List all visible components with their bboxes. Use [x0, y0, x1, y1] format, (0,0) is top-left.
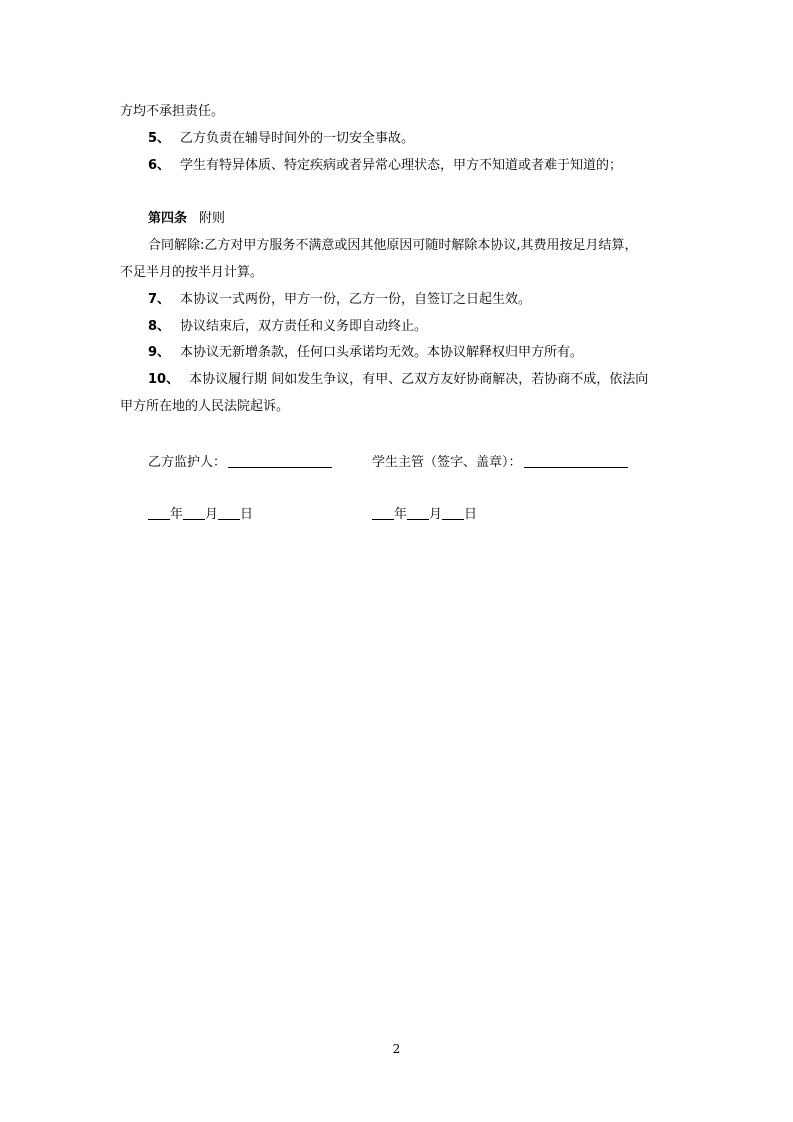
month-label: 月 [205, 507, 219, 522]
supervisor-date [372, 505, 477, 523]
text-line: 合同解除:乙方对甲方服务不满意或因其他原因可随时解除本协议,其费用按足月结算， [148, 238, 638, 253]
month-label: 月 [429, 507, 443, 522]
clause-text: 本协议无新增条款，任何口头承诺均无效。本协议解释权归甲方所有。 [180, 345, 584, 360]
page-number: 2 [392, 1042, 401, 1056]
clause-10 [148, 372, 648, 388]
clause-text: 本协议履行期 间如发生争议，有甲、乙双方友好协商解决，若协商不成，依法向 [189, 372, 649, 387]
guardian-date [148, 505, 253, 523]
text-line: 甲方所在地的人民法院起诉。 [120, 399, 290, 414]
day-label: 日 [464, 507, 478, 522]
guardian-signature-line[interactable] [228, 453, 332, 468]
supervisor-signature [372, 453, 628, 471]
clause-6 [148, 158, 622, 174]
text-line: 方均不承担责任。 [120, 104, 225, 119]
clause-number: 10、 [148, 372, 180, 387]
clause-text: 学生有特异体质、特定疾病或者异常心理状态，甲方不知道或者难于知道的； [180, 158, 623, 173]
year-label: 年 [170, 507, 184, 522]
supervisor-signature-line[interactable] [524, 453, 628, 468]
clause-7 [148, 292, 531, 308]
clause-number: 5、 [148, 131, 171, 146]
section-subtitle: 附则 [199, 211, 226, 226]
section-title: 第四条 [148, 211, 188, 226]
text-line: 不足半月的按半月计算。 [120, 265, 264, 280]
section-heading [148, 211, 225, 227]
clause-number: 9、 [148, 345, 171, 360]
clause-number: 8、 [148, 319, 171, 334]
guardian-label: 乙方监护人： [148, 455, 227, 470]
clause-5 [148, 131, 414, 147]
day-label: 日 [240, 507, 254, 522]
guardian-signature [148, 453, 332, 471]
day-blank[interactable] [442, 505, 464, 520]
clause-text: 协议结束后，双方责任和义务即自动终止。 [180, 319, 428, 334]
clause-8 [148, 319, 427, 335]
clause-number: 7、 [148, 292, 171, 307]
clause-text: 乙方负责在辅导时间外的一切安全事故。 [180, 131, 415, 146]
year-label: 年 [394, 507, 408, 522]
day-blank[interactable] [218, 505, 240, 520]
clause-text: 本协议一式两份，甲方一份，乙方一份，自签订之日起生效。 [180, 292, 532, 307]
clause-9 [148, 345, 583, 361]
month-blank[interactable] [183, 505, 205, 520]
clause-number: 6、 [148, 158, 171, 173]
supervisor-label: 学生主管（签字、盖章）： [372, 455, 522, 470]
year-blank[interactable] [148, 505, 170, 520]
year-blank[interactable] [372, 505, 394, 520]
month-blank[interactable] [407, 505, 429, 520]
